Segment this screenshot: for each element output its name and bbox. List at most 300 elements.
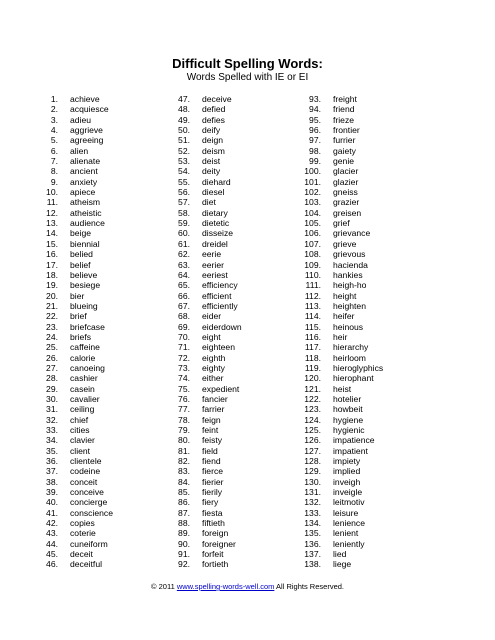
list-item — [166, 332, 242, 342]
list-item — [34, 487, 113, 497]
word-list — [0, 94, 495, 574]
word-number: 18. — [46, 269, 58, 280]
word-text: farrier — [202, 404, 225, 415]
word-text: briefcase — [70, 321, 105, 332]
word-text: freight — [333, 94, 357, 104]
list-item — [34, 528, 113, 538]
word-text: deceive — [202, 94, 232, 104]
list-item — [166, 487, 242, 497]
word-text: codeine — [70, 466, 101, 477]
word-number: 29. — [46, 383, 58, 394]
list-item — [34, 415, 113, 425]
word-text: belief — [70, 259, 91, 270]
word-text: grieve — [333, 238, 357, 249]
word-text: defied — [202, 104, 226, 115]
word-text: blueing — [70, 300, 98, 311]
word-text: eighteen — [202, 342, 235, 353]
word-text: apiece — [70, 187, 96, 198]
list-item — [34, 228, 113, 238]
list-item — [34, 363, 113, 373]
word-text: foreign — [202, 528, 229, 539]
list-item — [297, 280, 383, 290]
word-number: 73. — [178, 362, 190, 373]
list-item — [34, 166, 113, 176]
word-number: 94. — [309, 104, 321, 115]
word-number: 130. — [304, 476, 321, 487]
word-number: 25. — [46, 342, 58, 353]
word-number: 11. — [46, 197, 58, 208]
word-text: glazier — [333, 176, 359, 187]
word-number: 110. — [304, 269, 321, 280]
list-item — [166, 425, 242, 435]
list-item — [34, 291, 113, 301]
list-item — [166, 549, 242, 559]
word-number: 53. — [178, 156, 190, 167]
word-number: 124. — [304, 414, 321, 425]
word-number: 7. — [50, 156, 58, 167]
word-text: coterie — [70, 528, 96, 539]
word-text: eight — [202, 331, 221, 342]
list-item — [34, 384, 113, 394]
word-number: 107. — [304, 238, 321, 249]
word-number: 100. — [304, 166, 321, 177]
word-number: 21. — [46, 300, 58, 311]
word-text: gneiss — [333, 187, 358, 198]
word-number: 96. — [309, 125, 321, 136]
word-text: atheistic — [70, 207, 102, 218]
list-item — [166, 446, 242, 456]
word-number: 67. — [178, 300, 190, 311]
word-text: eerie — [202, 249, 222, 260]
list-item — [166, 539, 242, 549]
list-item — [34, 508, 113, 518]
list-item — [297, 228, 383, 238]
word-text: leitmotiv — [333, 497, 365, 508]
word-number: 51. — [178, 135, 190, 146]
list-item — [34, 353, 113, 363]
list-item — [297, 373, 383, 383]
word-text: eider — [202, 311, 222, 322]
word-number: 56. — [178, 187, 190, 198]
list-item — [166, 528, 242, 538]
word-number: 120. — [304, 373, 321, 384]
word-text: cavalier — [70, 393, 100, 404]
list-item — [297, 528, 383, 538]
word-number: 44. — [46, 538, 58, 549]
list-item — [166, 249, 242, 259]
word-number: 3. — [50, 114, 58, 125]
list-item — [34, 518, 113, 528]
word-number: 69. — [178, 321, 190, 332]
word-text: acquiesce — [70, 104, 109, 115]
list-item — [34, 218, 113, 228]
word-number: 57. — [178, 197, 190, 208]
list-item — [34, 456, 113, 466]
word-number: 137. — [304, 549, 321, 560]
list-item — [297, 384, 383, 394]
word-text: glacier — [333, 166, 359, 177]
word-text: casein — [70, 383, 95, 394]
list-item — [34, 135, 113, 145]
word-number: 128. — [304, 456, 321, 467]
word-number: 45. — [46, 549, 58, 560]
word-text: canoeing — [70, 362, 105, 373]
list-item — [166, 373, 242, 383]
footer-link[interactable]: www.spelling-words-well.com — [176, 582, 275, 591]
word-number: 82. — [178, 456, 190, 467]
list-item — [297, 466, 383, 476]
word-text: alien — [70, 145, 89, 156]
word-number: 114. — [304, 311, 321, 322]
word-number: 99. — [309, 156, 321, 167]
list-item — [297, 332, 383, 342]
list-item — [166, 342, 242, 352]
word-text: beige — [70, 228, 92, 239]
word-text: biennial — [70, 238, 100, 249]
word-number: 22. — [46, 311, 58, 322]
word-text: efficient — [202, 290, 232, 301]
word-text: leniently — [333, 538, 365, 549]
word-text: fierily — [202, 487, 223, 498]
word-text: clientele — [70, 456, 102, 467]
word-number: 83. — [178, 466, 190, 477]
word-text: deify — [202, 125, 221, 136]
word-text: clavier — [70, 435, 95, 446]
word-text: adieu — [70, 114, 92, 125]
word-number: 125. — [304, 425, 321, 435]
list-item — [166, 508, 242, 518]
footer-rights: All Rights Reserved. — [276, 582, 344, 591]
list-item — [34, 497, 113, 507]
word-text: deign — [202, 135, 224, 146]
word-text: calorie — [70, 352, 96, 363]
word-number: 104. — [304, 207, 321, 218]
list-item — [34, 146, 113, 156]
word-number: 37. — [46, 466, 58, 477]
word-number: 91. — [178, 549, 190, 560]
word-number: 70. — [178, 331, 190, 342]
word-text: hankies — [333, 269, 363, 280]
word-text: anxiety — [70, 176, 98, 187]
list-item — [166, 146, 242, 156]
page-subtitle: Words Spelled with IE or EI — [186, 72, 309, 83]
list-item — [297, 539, 383, 549]
word-text: impatience — [333, 435, 375, 446]
word-text: grief — [333, 218, 350, 229]
word-number: 50. — [178, 125, 190, 136]
word-number: 63. — [178, 259, 190, 270]
word-number: 1. — [50, 94, 58, 104]
word-number: 14. — [46, 228, 58, 239]
word-text: implied — [333, 466, 361, 477]
word-text: eiderdown — [202, 321, 242, 332]
word-text: hacienda — [333, 259, 368, 270]
word-text: impatient — [333, 445, 368, 456]
list-item — [34, 549, 113, 559]
word-text: hieroglyphics — [333, 362, 384, 373]
word-number: 55. — [178, 176, 190, 187]
word-number: 78. — [178, 414, 190, 425]
list-item — [34, 435, 113, 445]
list-item — [166, 415, 242, 425]
word-number: 36. — [46, 456, 58, 467]
list-item — [297, 239, 383, 249]
word-text: deceit — [70, 549, 93, 560]
list-item — [297, 260, 383, 270]
list-item — [297, 156, 383, 166]
word-text: genie — [333, 156, 355, 167]
list-item — [34, 342, 113, 352]
word-number: 10. — [46, 187, 58, 198]
word-text: gaiety — [333, 145, 356, 156]
list-item — [34, 104, 113, 114]
word-number: 115. — [304, 321, 321, 332]
list-item — [34, 539, 113, 549]
word-text: dietary — [202, 207, 228, 218]
word-number: 64. — [178, 269, 190, 280]
word-text: hierophant — [333, 373, 374, 384]
word-text: audience — [70, 218, 105, 229]
word-text: deity — [202, 166, 221, 177]
word-text: feisty — [202, 435, 223, 446]
word-text: cuneiform — [70, 538, 108, 549]
word-text: lenient — [333, 528, 359, 539]
word-number: 9. — [50, 176, 58, 187]
word-text: inveigle — [333, 487, 363, 498]
word-text: dreidel — [202, 238, 228, 249]
word-text: heinous — [333, 321, 364, 332]
word-number: 111. — [305, 280, 321, 291]
word-column-1 — [34, 94, 113, 570]
list-item — [297, 404, 383, 414]
list-item — [297, 559, 383, 569]
word-number: 48. — [178, 104, 190, 115]
word-text: belied — [70, 249, 93, 260]
word-text: grievous — [333, 249, 366, 260]
word-number: 68. — [178, 311, 190, 322]
list-item — [297, 425, 383, 435]
word-number: 71. — [178, 342, 190, 353]
list-item — [297, 549, 383, 559]
word-number: 61. — [178, 238, 190, 249]
list-item — [166, 291, 242, 301]
word-text: hotelier — [333, 393, 362, 404]
list-item — [166, 384, 242, 394]
word-number: 79. — [178, 425, 190, 435]
word-number: 54. — [178, 166, 190, 177]
word-text: greisen — [333, 207, 362, 218]
list-item — [166, 518, 242, 528]
word-text: believe — [70, 269, 98, 280]
word-number: 127. — [304, 445, 321, 456]
list-item — [297, 146, 383, 156]
word-text: briefs — [70, 331, 92, 342]
word-text: heirloom — [333, 352, 366, 363]
list-item — [166, 197, 242, 207]
word-number: 35. — [46, 445, 58, 456]
list-item — [297, 301, 383, 311]
word-number: 49. — [178, 114, 190, 125]
word-text: fancier — [202, 393, 228, 404]
word-number: 2. — [50, 104, 58, 115]
list-item — [297, 394, 383, 404]
word-number: 133. — [304, 507, 321, 518]
word-number: 80. — [178, 435, 190, 446]
word-text: heigh-ho — [333, 280, 367, 291]
word-number: 17. — [46, 259, 58, 270]
word-text: agreeing — [70, 135, 104, 146]
list-item — [34, 187, 113, 197]
list-item — [297, 518, 383, 528]
word-text: heir — [333, 331, 348, 342]
list-item — [166, 559, 242, 569]
word-number: 4. — [50, 125, 58, 136]
list-item — [297, 508, 383, 518]
word-text: height — [333, 290, 357, 301]
word-number: 129. — [304, 466, 321, 477]
word-column-3 — [297, 94, 383, 570]
word-text: frieze — [333, 114, 355, 125]
word-number: 88. — [178, 518, 190, 529]
word-number: 15. — [46, 238, 58, 249]
list-item — [34, 208, 113, 218]
word-number: 43. — [46, 528, 58, 539]
list-item — [166, 404, 242, 414]
word-number: 109. — [304, 259, 321, 270]
list-item — [297, 487, 383, 497]
list-item — [34, 239, 113, 249]
word-text: lied — [333, 549, 347, 560]
word-text: eeriest — [202, 269, 228, 280]
word-number: 134. — [304, 518, 321, 529]
word-number: 117. — [304, 342, 321, 353]
list-item — [297, 311, 383, 321]
word-text: liege — [333, 559, 352, 570]
list-item — [166, 115, 242, 125]
list-item — [166, 497, 242, 507]
word-number: 116. — [304, 331, 321, 342]
word-number: 19. — [46, 280, 58, 291]
word-number: 5. — [50, 135, 58, 146]
word-number: 122. — [304, 393, 321, 404]
word-number: 102. — [304, 187, 321, 198]
list-item — [297, 353, 383, 363]
word-column-2 — [166, 94, 242, 570]
word-text: heifer — [333, 311, 355, 322]
word-text: friend — [333, 104, 355, 115]
word-text: forfeit — [202, 549, 224, 560]
list-item — [297, 270, 383, 280]
word-text: atheism — [70, 197, 101, 208]
word-text: feign — [202, 414, 221, 425]
list-item — [297, 342, 383, 352]
word-text: fierce — [202, 466, 224, 477]
word-text: fiftieth — [202, 518, 225, 529]
list-item — [166, 94, 242, 104]
list-item — [166, 218, 242, 228]
list-item — [34, 425, 113, 435]
list-item — [297, 125, 383, 135]
word-number: 13. — [46, 218, 58, 229]
list-item — [34, 177, 113, 187]
word-number: 26. — [46, 352, 58, 363]
list-item — [166, 353, 242, 363]
word-number: 58. — [178, 207, 190, 218]
word-number: 90. — [178, 538, 190, 549]
word-number: 138. — [304, 559, 321, 570]
list-item — [166, 177, 242, 187]
word-number: 12. — [46, 207, 58, 218]
word-text: concierge — [70, 497, 108, 508]
word-text: heist — [333, 383, 352, 394]
word-number: 74. — [178, 373, 190, 384]
list-item — [34, 197, 113, 207]
word-number: 32. — [46, 414, 58, 425]
word-number: 97. — [309, 135, 321, 146]
word-text: frontier — [333, 125, 360, 136]
footer — [0, 582, 495, 592]
word-number: 101. — [304, 176, 321, 187]
word-number: 40. — [46, 497, 58, 508]
list-item — [297, 322, 383, 332]
list-item — [297, 456, 383, 466]
word-text: conceit — [70, 476, 98, 487]
word-text: ancient — [70, 166, 98, 177]
list-item — [34, 270, 113, 280]
list-item — [297, 415, 383, 425]
word-number: 28. — [46, 373, 58, 384]
word-text: either — [202, 373, 224, 384]
word-number: 126. — [304, 435, 321, 446]
word-number: 47. — [178, 94, 190, 104]
list-item — [166, 166, 242, 176]
list-item — [297, 115, 383, 125]
word-number: 98. — [309, 145, 321, 156]
list-item — [166, 363, 242, 373]
list-item — [166, 280, 242, 290]
word-number: 113. — [304, 300, 321, 311]
word-text: hygiene — [333, 414, 364, 425]
word-number: 38. — [46, 476, 58, 487]
list-item — [166, 239, 242, 249]
word-text: leisure — [333, 507, 359, 518]
word-number: 86. — [178, 497, 190, 508]
word-number: 27. — [46, 362, 58, 373]
list-item — [34, 322, 113, 332]
list-item — [297, 363, 383, 373]
word-text: hygienic — [333, 425, 365, 435]
word-text: fierier — [202, 476, 224, 487]
list-item — [34, 559, 113, 569]
word-text: fiery — [202, 497, 219, 508]
word-number: 112. — [304, 290, 321, 301]
word-number: 132. — [304, 497, 321, 508]
word-text: heighten — [333, 300, 366, 311]
word-number: 103. — [304, 197, 321, 208]
list-item — [166, 187, 242, 197]
word-number: 108. — [304, 249, 321, 260]
list-item — [34, 249, 113, 259]
word-text: conceive — [70, 487, 104, 498]
list-item — [34, 332, 113, 342]
word-number: 85. — [178, 487, 190, 498]
list-item — [34, 373, 113, 383]
word-text: ceiling — [70, 404, 95, 415]
word-number: 119. — [304, 362, 321, 373]
list-item — [166, 477, 242, 487]
word-text: client — [70, 445, 91, 456]
list-item — [166, 311, 242, 321]
